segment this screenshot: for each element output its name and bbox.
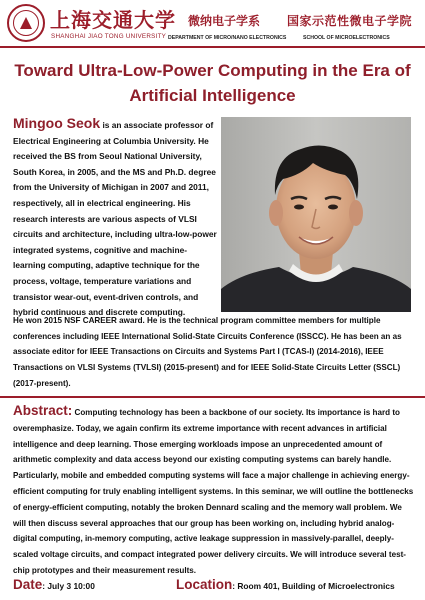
poster-header — [0, 0, 425, 48]
university-seal-icon — [7, 4, 45, 42]
school-name-en: SCHOOL OF MICROELECTRONICS — [303, 35, 390, 41]
location-label: Location — [176, 577, 233, 592]
speaker-bio-continued: He won 2015 NSF CAREER award. He is the technical program committee members for multiple conferences including IEEE International Solid-State Circuits Conference (ISSCC). He has been an as associate editor for IEEE Transactions on Circuits and Systems Part I (TCAS-I) (2014-2016), IEEE Transactions on VLSI Systems (TVLSI) (2015-present) and for IEEE Solid-State Circuits Letter (SSCL) (2017-present). — [13, 316, 402, 388]
university-name-cn: 上海交通大学 — [50, 8, 176, 32]
speaker-bio-intro: is an associate professor of Electrical Engineering at Columbia University. He received the BS from Seoul National University, South Korea, in 2005, and the MS and Ph.D. degree from the University of Michigan in 2007 and 2011, respectively, all in electrical engineering. His research interests are various aspects of VLSI circuits and architecture, including ultra-low-power integrated systems, cognitive and machine-learning computing, adaptive technique for the process, voltage, temperature variations and transistor wear-out, event-driven controls, and hybrid continuous and discrete computing. — [13, 120, 217, 318]
talk-title: Toward Ultra-Low-Power Computing in the Era of Artificial Intelligence — [14, 61, 411, 105]
abstract-section — [13, 403, 414, 579]
department-name-en: DEPARTMENT OF MICRO/NANO ELECTRONICS — [168, 35, 287, 41]
speaker-name: Mingoo Seok — [13, 115, 101, 131]
department-name-cn: 微纳电子学系 — [188, 14, 261, 28]
section-divider — [0, 396, 425, 398]
location-value: : Room 401, Building of Microelectronics — [232, 581, 395, 591]
university-name-en: SHANGHAI JIAO TONG UNIVERSITY — [51, 33, 167, 40]
header-divider — [0, 46, 425, 48]
speaker-bio — [13, 116, 219, 321]
speaker-photo — [221, 117, 411, 312]
abstract-label: Abstract: — [13, 403, 73, 418]
abstract-text: Computing technology has been a backbone of our society. Its importance is hard to overemphasize. Today, we again confirm its extreme importance with recent advances in artificial intelligence and deep learning. Those emerging workloads impose an unprecedented amount of arithmetic complexity and data access beyond our existing computing systems can barely handle. Particularly, mobile and embedded computing systems will face a major challenge in achieving energy-efficient computing for truly enabling intelligent systems. In this seminar, we will outline the bottlenecks of energy-efficient computing, notably the broken Dennard scaling and the memory wall problem. We will then discuss several approaches that our group has been working on, including hybrid analog-digital computing, in-memory computing, active leakage suppression in massively-parallel, deeply-scaled voltage circuits, and compact integrated power delivery circuits. We will introduce several test-chip prototypes and their measurement results. — [13, 408, 414, 575]
school-name-cn: 国家示范性微电子学院 — [287, 14, 413, 28]
event-location — [176, 577, 395, 592]
event-date — [13, 577, 95, 592]
date-label: Date — [13, 577, 43, 592]
date-value: : July 3 10:00 — [42, 581, 95, 591]
